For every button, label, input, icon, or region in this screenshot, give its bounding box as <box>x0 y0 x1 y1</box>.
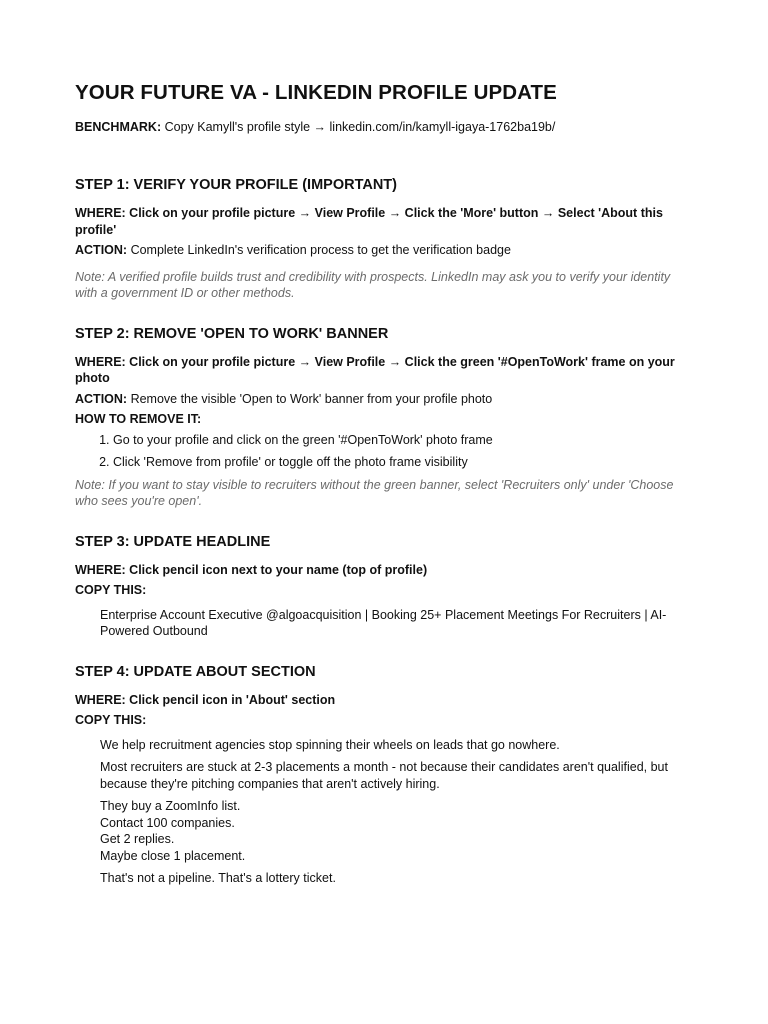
step2-action-label: ACTION: <box>75 391 128 406</box>
step1-where: WHERE: Click on your profile picture → View Profile → Click the 'More' button → Select 'About this profile' <box>75 206 663 237</box>
step2-action <box>75 391 685 408</box>
document-page <box>75 80 685 893</box>
step3-copy-label: COPY THIS: <box>75 583 147 597</box>
about-paragraph-3: That's not a pipeline. That's a lottery ticket. <box>100 871 336 885</box>
about-line: Maybe close 1 placement. <box>100 848 246 863</box>
step1-action-text: Complete LinkedIn's verification process to get the verification badge <box>130 243 511 257</box>
step4-copy-label: COPY THIS: <box>75 713 147 727</box>
step1-note: Note: A verified profile builds trust and credibility with prospects. LinkedIn may ask you to verify your identity with a government ID or other methods. <box>75 269 671 300</box>
document-title: YOUR FUTURE VA - LINKEDIN PROFILE UPDATE <box>75 81 557 104</box>
step4-copy-block <box>75 737 685 887</box>
step3-where: WHERE: Click pencil icon next to your name (top of profile) <box>75 562 428 577</box>
step1-action <box>75 242 685 259</box>
list-item: 1. Go to your profile and click on the green '#OpenToWork' photo frame <box>113 432 685 449</box>
step2-how-list <box>75 432 685 471</box>
step1-heading: STEP 1: VERIFY YOUR PROFILE (IMPORTANT) <box>75 177 397 193</box>
step2-how-label: HOW TO REMOVE IT: <box>75 412 202 426</box>
about-line: Contact 100 companies. <box>100 815 235 830</box>
step1-action-label: ACTION: <box>75 243 128 257</box>
step3-copy-text: Enterprise Account Executive @algoacquisition | Booking 25+ Placement Meetings For Recruiters | AI-Powered Outbound <box>100 607 667 638</box>
step2-action-text: Remove the visible 'Open to Work' banner from your profile photo <box>130 391 493 406</box>
benchmark-label: BENCHMARK: <box>75 120 162 134</box>
about-paragraph-1: We help recruitment agencies stop spinning their wheels on leads that go nowhere. <box>100 737 560 752</box>
about-line: They buy a ZoomInfo list. <box>100 799 241 813</box>
step3-heading: STEP 3: UPDATE HEADLINE <box>75 533 271 550</box>
about-lines <box>100 798 685 864</box>
step4-heading: STEP 4: UPDATE ABOUT SECTION <box>75 663 316 680</box>
step4-where: WHERE: Click pencil icon in 'About' section <box>75 692 336 707</box>
step2-where: WHERE: Click on your profile picture → View Profile → Click the green '#OpenToWork' frame on your photo <box>75 354 675 385</box>
step2-heading: STEP 2: REMOVE 'OPEN TO WORK' BANNER <box>75 325 389 342</box>
benchmark-text: Copy Kamyll's profile style → linkedin.com/in/kamyll-igaya-1762ba19b/ <box>164 120 556 134</box>
about-paragraph-2: Most recruiters are stuck at 2-3 placements a month - not because their candidates aren't qualified, but because they're pitching companies that aren't actively hiring. <box>100 760 668 791</box>
benchmark-line <box>75 119 685 135</box>
list-item: 2. Click 'Remove from profile' or toggle off the photo frame visibility <box>113 454 685 471</box>
step2-note: Note: If you want to stay visible to recruiters without the green banner, select 'Recruiters only' under 'Choose who sees you're open'. <box>75 477 674 508</box>
about-line: Get 2 replies. <box>100 832 175 846</box>
